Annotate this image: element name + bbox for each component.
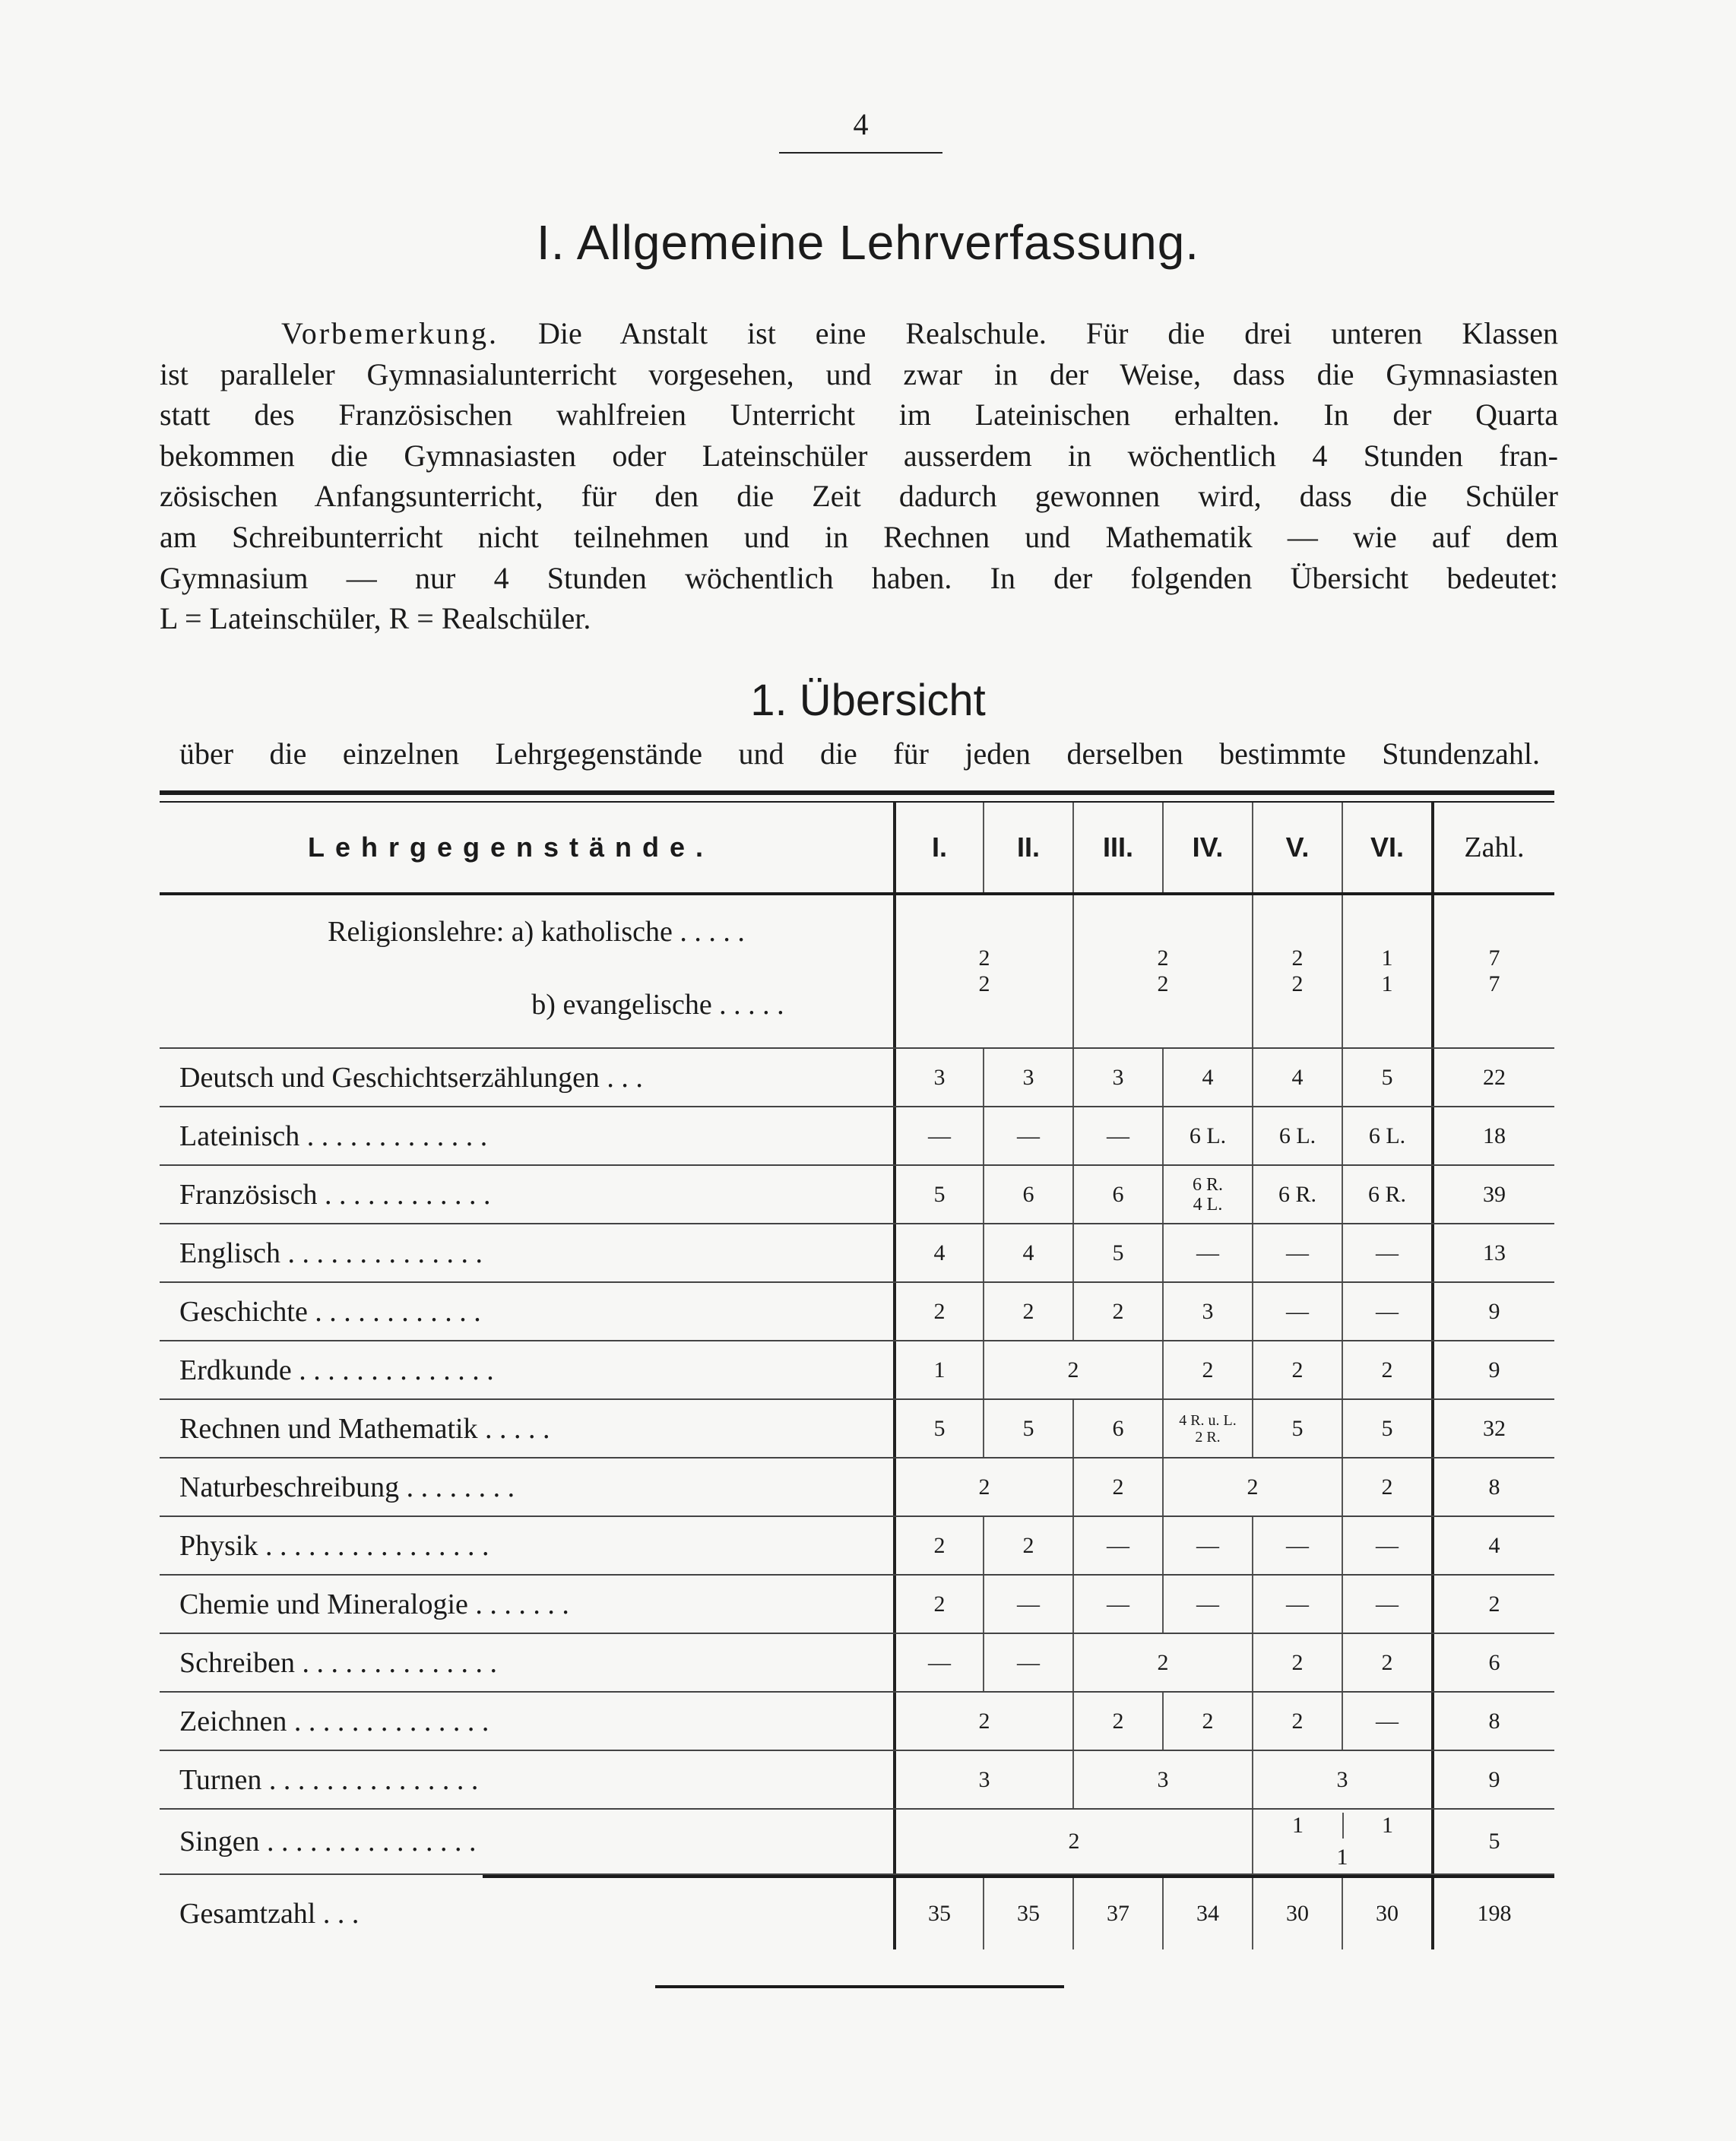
cell: — [1342,1576,1431,1633]
cell: 3 [1072,1751,1252,1808]
cell: 3 [1162,1283,1252,1340]
cell: 4 [1162,1049,1252,1106]
row-total: 6 [1431,1634,1554,1691]
cell: — [1162,1224,1252,1281]
sum-cell: 35 [893,1878,983,1949]
header-subject: Lehrgegenstände. [308,831,714,863]
cell: 2 [893,1810,1252,1873]
cell: — [1162,1576,1252,1633]
cell: 2 [983,1341,1162,1398]
cell: 5 [983,1400,1072,1457]
religion-kath-vi: 1 [1381,945,1393,971]
cell: 5 [893,1400,983,1457]
religion-vi [1342,895,1431,1047]
bottom-rule [655,1985,1064,1988]
table-row [160,1751,1554,1810]
row-total: 18 [1431,1107,1554,1164]
cell: — [1072,1517,1162,1574]
table-row [160,1166,1554,1224]
cell-v: 1 [1292,1813,1304,1838]
cell: — [1162,1517,1252,1574]
cell: 2 [893,1693,1072,1750]
cell: — [1252,1517,1342,1574]
cell: 6 R. [1252,1166,1342,1223]
cell: — [1342,1517,1431,1574]
religion-ev-i-ii: 2 [978,971,990,996]
preface-line-3: statt des Französischen wahlfreien Unterricht im Lateinischen erhalten. In der Quarta [160,397,1558,432]
row-total: 8 [1431,1458,1554,1515]
cell-top: 6 R. [1192,1174,1223,1195]
table-header-row [160,803,1554,895]
cell-vi: 1 [1342,1813,1431,1839]
cell: 2 [893,1576,983,1633]
page-number-rule [779,152,942,154]
header-class-3: III. [1072,803,1162,892]
header-total: Zahl. [1431,803,1554,892]
row-subject: Physik . . . . . . . . . . . . . . . . [179,1529,489,1562]
section-title: 1. Übersicht [750,676,986,725]
cell: — [893,1634,983,1691]
cell: 4 [893,1224,983,1281]
cell: 2 [1072,1283,1162,1340]
header-class-5: V. [1252,803,1342,892]
religion-i-ii [893,895,1072,1047]
cell: 2 [983,1517,1072,1574]
row-total: 2 [1431,1576,1554,1633]
cell: 5 [1072,1224,1162,1281]
cell-split [1162,1400,1252,1457]
cell: 2 [1252,1341,1342,1398]
timetable [160,790,1554,1949]
religion-label: Religionslehre: a) katholische . . . . . [328,916,745,948]
cell: 2 [1342,1634,1431,1691]
table-row [160,1634,1554,1693]
table-row [160,1341,1554,1400]
row-subject: Geschichte . . . . . . . . . . . . [179,1295,481,1328]
row-total: 32 [1431,1400,1554,1457]
row-subject: Turnen . . . . . . . . . . . . . . . [179,1763,479,1796]
religion-kath-iii-iv: 2 [1157,945,1169,971]
row-subject: Zeichnen . . . . . . . . . . . . . . [179,1705,489,1737]
table-row [160,1049,1554,1107]
cell-bottom: 4 L. [1193,1194,1223,1215]
header-class-4: IV. [1162,803,1252,892]
cell: 2 [1072,1458,1162,1515]
cell: 6 R. [1342,1166,1431,1223]
cell-top: 4 R. u. L. [1179,1411,1237,1429]
header-class-2: II. [983,803,1072,892]
row-total: 4 [1431,1517,1554,1574]
cell: 2 [1072,1634,1252,1691]
row-subject: Englisch . . . . . . . . . . . . . . [179,1237,483,1269]
cell: — [1342,1693,1431,1750]
header-class-6: VI. [1342,803,1431,892]
row-total: 13 [1431,1224,1554,1281]
cell: 2 [983,1283,1072,1340]
religion-subject [160,895,893,1047]
row-total: 39 [1431,1166,1554,1223]
cell: 2 [893,1283,983,1340]
preface-text-1: Die Anstalt ist eine Realschule. Für die drei unteren Klassen [537,316,1559,350]
table-row [160,1458,1554,1517]
table-sum-row [160,1878,1554,1949]
cell-bottom: 2 R. [1195,1428,1221,1446]
cell: 3 [893,1049,983,1106]
table-row-religion [160,895,1554,1049]
row-subject: Rechnen und Mathematik . . . . . [179,1412,550,1445]
page-number: 4 [853,107,869,141]
cell: 2 [1162,1458,1342,1515]
preface-line-8: L = Lateinschüler, R = Realschüler. [160,601,591,636]
cell: — [983,1634,1072,1691]
religion-ev-v: 2 [1291,971,1304,996]
cell: — [893,1107,983,1164]
cell: 1 [893,1341,983,1398]
row-subject: Chemie und Mineralogie . . . . . . . [179,1588,569,1620]
preface-line-2: ist paralleler Gymnasialunterricht vorgesehen, und zwar in der Weise, dass die Gymnasiasten [160,356,1558,391]
table-row [160,1107,1554,1166]
cell: 2 [1162,1693,1252,1750]
cell: 2 [1162,1341,1252,1398]
cell: 2 [893,1458,1072,1515]
sum-cell: 34 [1162,1878,1252,1949]
cell: 6 L. [1162,1107,1252,1164]
religion-kath-v: 2 [1291,945,1304,971]
cell: — [1252,1224,1342,1281]
cell: — [1252,1283,1342,1340]
sum-cell: 30 [1342,1878,1431,1949]
preface-line-7: Gymnasium — nur 4 Stunden wöchentlich haben. In der folgenden Übersicht bedeutet: [160,560,1558,595]
cell: 4 [983,1224,1072,1281]
section-caption: über die einzelnen Lehrgegenstände und die für jeden derselben bestimmte Stundenzahl. [179,736,1540,771]
cell: 3 [1072,1049,1162,1106]
row-subject: Naturbeschreibung . . . . . . . . [179,1471,515,1503]
cell: 4 [1252,1049,1342,1106]
row-subject: Deutsch und Geschichtserzählungen . . . [179,1061,643,1094]
row-subject: Lateinisch . . . . . . . . . . . . . [179,1120,488,1152]
sum-total: 198 [1431,1878,1554,1949]
row-total: 9 [1431,1283,1554,1340]
cell: — [983,1107,1072,1164]
row-subject: Erdkunde . . . . . . . . . . . . . . [179,1354,494,1386]
table-row [160,1810,1554,1875]
table-top-rule [160,790,1554,795]
cell-v-vi [1252,1810,1431,1873]
preface-line-5: zösischen Anfangsunterricht, für den die Zeit dadurch gewonnen wird, dass die Schüler [160,479,1558,514]
religion-iii-iv [1072,895,1252,1047]
religion-ev-total: 7 [1488,971,1500,996]
cell: — [1072,1576,1162,1633]
preface-line-1 [160,313,1558,354]
preface [160,313,1558,639]
cell: 3 [893,1751,1072,1808]
row-total: 9 [1431,1751,1554,1808]
religion-ev-iii-iv: 2 [1157,971,1169,996]
cell: 2 [1342,1458,1431,1515]
cell: 5 [1342,1400,1431,1457]
religion-kath-i-ii: 2 [978,945,990,971]
religion-total [1431,895,1554,1047]
cell: 2 [1342,1341,1431,1398]
religion-kath-total: 7 [1488,945,1500,971]
table-row [160,1283,1554,1341]
religion-v [1252,895,1342,1047]
table-row [160,1576,1554,1634]
row-total: 22 [1431,1049,1554,1106]
table-row [160,1400,1554,1458]
sum-cell: 35 [983,1878,1072,1949]
header-class-1: I. [893,803,983,892]
preface-label: Vorbemerkung. [281,316,499,350]
page-title: I. Allgemeine Lehrverfassung. [536,215,1200,270]
cell: 2 [893,1517,983,1574]
preface-line-4: bekommen die Gymnasiasten oder Lateinschüler ausserdem in wöchentlich 4 Stunden fran- [160,438,1558,473]
sum-cell: 37 [1072,1878,1162,1949]
row-subject: Schreiben . . . . . . . . . . . . . . [179,1646,497,1679]
religion-ev-vi: 1 [1381,971,1393,996]
cell: 6 [983,1166,1072,1223]
cell: — [983,1576,1072,1633]
cell: 2 [1252,1634,1342,1691]
cell: 2 [1252,1693,1342,1750]
cell-split [1162,1166,1252,1223]
cell: 2 [1072,1693,1162,1750]
cell: — [1072,1107,1162,1164]
cell: 6 L. [1342,1107,1431,1164]
cell: 3 [1252,1751,1431,1808]
cell: 6 [1072,1166,1162,1223]
row-subject: Singen . . . . . . . . . . . . . . . [179,1826,477,1858]
religion-sub-label: b) evangelische . . . . . [531,989,784,1021]
cell: 5 [893,1166,983,1223]
table-row [160,1224,1554,1283]
row-subject: Französisch . . . . . . . . . . . . [179,1178,491,1211]
cell: 3 [983,1049,1072,1106]
cell: — [1342,1224,1431,1281]
cell-v-vi-shared: 1 [1336,1845,1348,1870]
cell: — [1342,1283,1431,1340]
cell: 5 [1252,1400,1342,1457]
table-row [160,1517,1554,1576]
cell: — [1252,1576,1342,1633]
row-total: 8 [1431,1693,1554,1750]
preface-line-6: am Schreibunterricht nicht teilnehmen und in Rechnen und Mathematik — wie auf dem [160,519,1558,554]
sum-label: Gesamtzahl . . . [179,1898,360,1930]
cell: 6 [1072,1400,1162,1457]
table-row [160,1693,1554,1751]
row-total: 5 [1431,1810,1554,1873]
row-total: 9 [1431,1341,1554,1398]
cell: 6 L. [1252,1107,1342,1164]
sum-cell: 30 [1252,1878,1342,1949]
cell: 5 [1342,1049,1431,1106]
